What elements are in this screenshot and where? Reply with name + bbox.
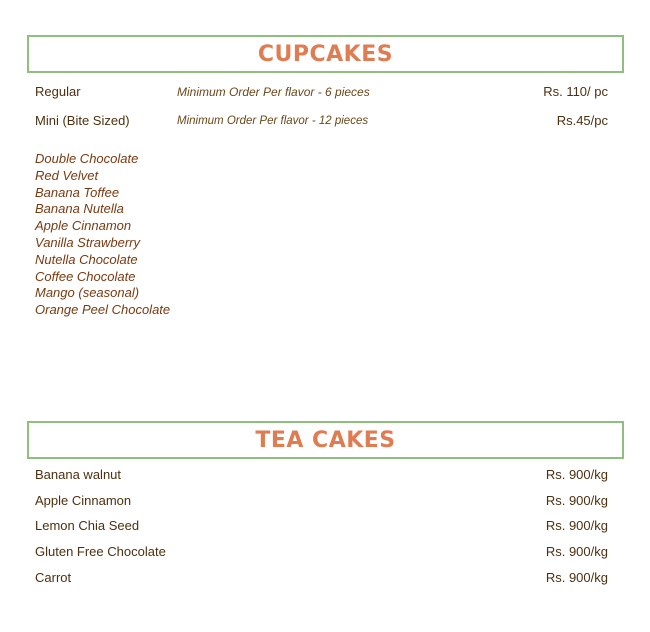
item-note: Minimum Order Per flavor - 6 pieces [177, 85, 370, 99]
item-price: Rs. 900/kg [545, 493, 608, 508]
flavor-item: Apple Cinnamon [35, 218, 132, 234]
item-name: Gluten Free Chocolate [35, 544, 166, 559]
item-price: Rs. 900/kg [545, 518, 608, 533]
flavor-item: Coffee Chocolate [35, 268, 136, 284]
cupcake-flavor-list [35, 151, 170, 319]
item-name: Mini (Bite Sized) [35, 113, 130, 128]
flavor-item: Red Velvet [35, 167, 99, 183]
item-name: Banana walnut [35, 467, 122, 482]
flavor-item: Banana Toffee [35, 184, 120, 200]
flavor-item: Vanilla Strawberry [35, 234, 141, 250]
item-price: Rs. 110/ pc [543, 84, 608, 99]
item-name: Lemon Chia Seed [35, 518, 140, 533]
flavor-item: Mango (seasonal) [35, 285, 140, 301]
flavor-item: Double Chocolate [35, 151, 139, 166]
item-price: Rs. 900/kg [545, 544, 608, 559]
tea-cakes-header-box [27, 421, 624, 459]
item-name: Carrot [35, 570, 72, 585]
flavor-item: Orange Peel Chocolate [35, 302, 171, 318]
item-note: Minimum Order Per flavor - 12 pieces [177, 115, 369, 127]
cupcakes-title: CUPCAKES [257, 41, 394, 67]
item-price: Rs. 900/kg [545, 467, 608, 482]
item-name: Regular [35, 84, 81, 99]
cupcakes-header-box [27, 35, 624, 73]
item-price: Rs.45/pc [556, 113, 608, 128]
item-price: Rs. 900/kg [545, 570, 608, 585]
flavor-item: Nutella Chocolate [35, 251, 138, 267]
flavor-item: Banana Nutella [35, 201, 124, 217]
item-name: Apple Cinnamon [35, 493, 132, 508]
tea-cakes-title: TEA CAKES [255, 427, 396, 453]
